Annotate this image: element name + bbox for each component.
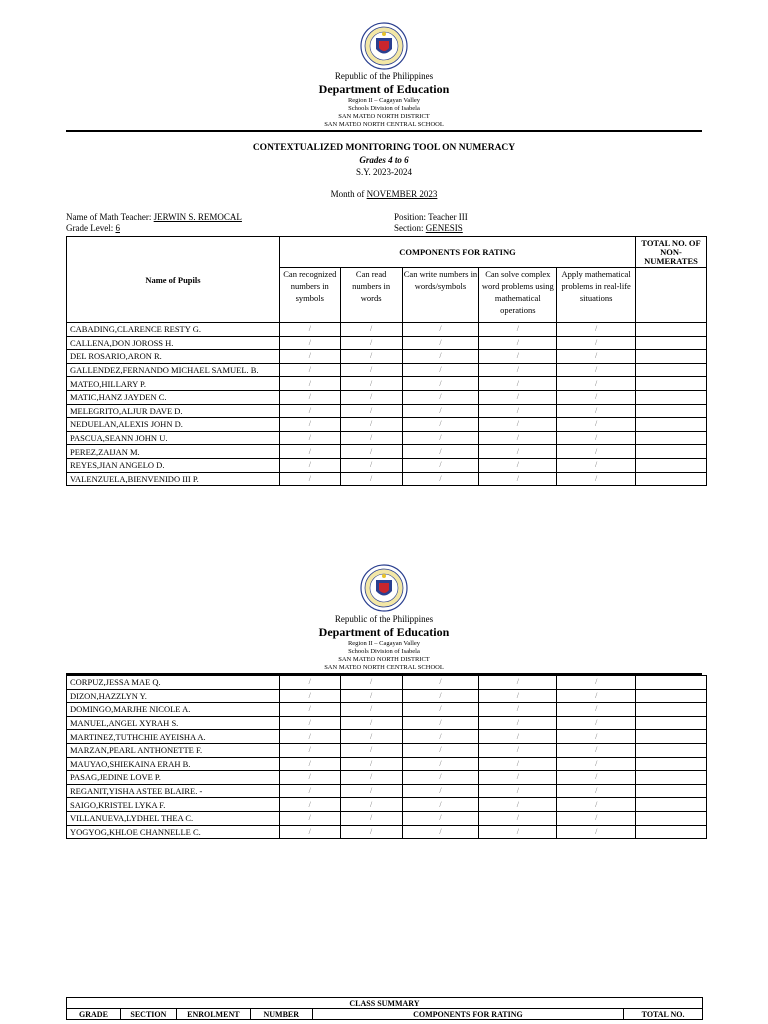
rating-mark-cell: / bbox=[402, 689, 479, 703]
pupil-row bbox=[67, 676, 707, 690]
rating-mark-cell: / bbox=[402, 743, 479, 757]
rating-mark-cell: / bbox=[402, 350, 479, 364]
rating-mark-cell: / bbox=[402, 418, 479, 432]
total-cell bbox=[636, 323, 707, 337]
pupil-name: PASAG,JEDINE LOVE P. bbox=[67, 771, 280, 785]
rating-mark-cell: / bbox=[479, 676, 557, 690]
pupil-name: DOMINGO,MARJHE NICOLE A. bbox=[67, 703, 280, 717]
department-title: Department of Education bbox=[318, 625, 450, 639]
rating-mark-cell: / bbox=[557, 404, 636, 418]
pupil-row bbox=[67, 431, 707, 445]
position-label: Position: bbox=[394, 212, 429, 222]
pupil-name: REYES,JIAN ANGELO D. bbox=[67, 458, 280, 472]
rating-mark-cell: / bbox=[279, 743, 340, 757]
rating-mark-cell: / bbox=[557, 458, 636, 472]
section-label: Section: bbox=[394, 223, 426, 233]
rating-mark-cell: / bbox=[479, 418, 557, 432]
total-cell bbox=[636, 676, 707, 690]
rating-mark-cell: / bbox=[557, 390, 636, 404]
rating-mark-cell: / bbox=[557, 472, 636, 486]
grades-subtitle: Grades 4 to 6 bbox=[359, 155, 409, 165]
tool-title: CONTEXTUALIZED MONITORING TOOL ON NUMERACY bbox=[252, 143, 516, 153]
pupil-name: CORPUZ,JESSA MAE Q. bbox=[67, 676, 280, 690]
rating-mark-cell: / bbox=[340, 825, 402, 839]
rating-mark-cell: / bbox=[402, 784, 479, 798]
components-header: COMPONENTS FOR RATING bbox=[279, 237, 635, 268]
header-divider bbox=[66, 130, 702, 132]
rating-mark-cell: / bbox=[557, 377, 636, 391]
pupil-name: PEREZ,ZAIJAN M. bbox=[67, 445, 280, 459]
summary-components-header: COMPONENTS FOR RATING bbox=[312, 1009, 623, 1020]
rating-mark-cell: / bbox=[402, 676, 479, 690]
month-value: NOVEMBER 2023 bbox=[366, 189, 438, 199]
rating-mark-cell: / bbox=[479, 798, 557, 812]
rating-mark-cell: / bbox=[557, 798, 636, 812]
pupil-name: MAUYAO,SHIEKAINA ERAH B. bbox=[67, 757, 280, 771]
rating-mark-cell: / bbox=[340, 811, 402, 825]
rating-mark-cell: / bbox=[402, 336, 479, 350]
rating-mark-cell: / bbox=[479, 811, 557, 825]
rating-mark-cell: / bbox=[279, 703, 340, 717]
pupil-row bbox=[67, 825, 707, 839]
rating-mark-cell: / bbox=[279, 676, 340, 690]
pupil-row bbox=[67, 703, 707, 717]
summary-number-header: NUMBER bbox=[250, 1009, 312, 1020]
rating-mark-cell: / bbox=[402, 757, 479, 771]
rating-mark-cell: / bbox=[402, 771, 479, 785]
pupil-name: MARZAN,PEARL ANTHONETTE F. bbox=[67, 743, 280, 757]
rating-mark-cell: / bbox=[279, 771, 340, 785]
rating-mark-cell: / bbox=[557, 689, 636, 703]
rating-mark-cell: / bbox=[279, 798, 340, 812]
pupil-row bbox=[67, 323, 707, 337]
republic-text: Republic of the Philippines bbox=[334, 614, 434, 624]
rating-mark-cell: / bbox=[402, 431, 479, 445]
pupil-name: SAIGO,KRISTEL LYKA F. bbox=[67, 798, 280, 812]
rating-mark-cell: / bbox=[557, 743, 636, 757]
rating-mark-cell: / bbox=[402, 798, 479, 812]
component-header-2: Can read numbers in words bbox=[340, 268, 402, 323]
rating-mark-cell: / bbox=[340, 689, 402, 703]
total-cell bbox=[636, 798, 707, 812]
rating-mark-cell: / bbox=[279, 784, 340, 798]
total-cell bbox=[636, 730, 707, 744]
rating-mark-cell: / bbox=[279, 730, 340, 744]
class-summary-title: CLASS SUMMARY bbox=[67, 998, 703, 1009]
component-header-1: Can recognized numbers in symbols bbox=[279, 268, 340, 323]
total-cell bbox=[636, 716, 707, 730]
rating-mark-cell: / bbox=[279, 472, 340, 486]
rating-mark-cell: / bbox=[279, 689, 340, 703]
rating-mark-cell: / bbox=[279, 323, 340, 337]
numeracy-table-page2 bbox=[66, 675, 707, 839]
total-cell bbox=[636, 350, 707, 364]
total-non-numerates-header: TOTAL NO. OF NON-NUMERATES bbox=[636, 237, 707, 268]
summary-total-header: TOTAL NO. bbox=[624, 1009, 703, 1020]
rating-mark-cell: / bbox=[557, 730, 636, 744]
rating-mark-cell: / bbox=[479, 730, 557, 744]
pupil-name: MELEGRITO,ALJUR DAVE D. bbox=[67, 404, 280, 418]
pupil-row bbox=[67, 757, 707, 771]
rating-mark-cell: / bbox=[279, 445, 340, 459]
pupil-row bbox=[67, 390, 707, 404]
rating-mark-cell: / bbox=[557, 336, 636, 350]
deped-seal-icon bbox=[360, 22, 408, 70]
pupil-row bbox=[67, 336, 707, 350]
total-cell bbox=[636, 689, 707, 703]
rating-mark-cell: / bbox=[279, 458, 340, 472]
school-text: SAN MATEO NORTH CENTRAL SCHOOL bbox=[324, 664, 444, 671]
rating-mark-cell: / bbox=[402, 703, 479, 717]
rating-mark-cell: / bbox=[479, 825, 557, 839]
rating-mark-cell: / bbox=[557, 363, 636, 377]
teacher-name: JERWIN S. REMOCAL bbox=[153, 212, 242, 222]
rating-mark-cell: / bbox=[340, 676, 402, 690]
rating-mark-cell: / bbox=[557, 676, 636, 690]
rating-mark-cell: / bbox=[279, 390, 340, 404]
rating-mark-cell: / bbox=[340, 390, 402, 404]
rating-mark-cell: / bbox=[479, 771, 557, 785]
rating-mark-cell: / bbox=[279, 377, 340, 391]
pupil-name: VALENZUELA,BIENVENIDO III P. bbox=[67, 472, 280, 486]
rating-mark-cell: / bbox=[279, 431, 340, 445]
rating-mark-cell: / bbox=[340, 377, 402, 391]
total-cell bbox=[636, 458, 707, 472]
school-text: SAN MATEO NORTH CENTRAL SCHOOL bbox=[324, 121, 444, 128]
pupil-name: CALLENA,DON JOROSS H. bbox=[67, 336, 280, 350]
pupil-row bbox=[67, 472, 707, 486]
rating-mark-cell: / bbox=[279, 350, 340, 364]
district-text: SAN MATEO NORTH DISTRICT bbox=[338, 656, 430, 663]
total-cell bbox=[636, 703, 707, 717]
pupil-name: REGANIT,YISHA ASTEE BLAIRE. - bbox=[67, 784, 280, 798]
pupil-row bbox=[67, 784, 707, 798]
rating-mark-cell: / bbox=[340, 350, 402, 364]
pupil-name: PASCUA,SEANN JOHN U. bbox=[67, 431, 280, 445]
rating-mark-cell: / bbox=[402, 458, 479, 472]
teacher-line bbox=[66, 212, 242, 223]
rating-mark-cell: / bbox=[340, 716, 402, 730]
pupil-row bbox=[67, 743, 707, 757]
position-line bbox=[394, 212, 468, 223]
department-title: Department of Education bbox=[318, 82, 450, 96]
pupil-name: MARTINEZ,TUTHCHIE AYEISHA A. bbox=[67, 730, 280, 744]
rating-mark-cell: / bbox=[279, 757, 340, 771]
rating-mark-cell: / bbox=[279, 418, 340, 432]
pupil-name: MATEO,HILLARY P. bbox=[67, 377, 280, 391]
total-cell bbox=[636, 336, 707, 350]
pupil-name: VILLANUEVA,LYDHEL THEA C. bbox=[67, 811, 280, 825]
total-cell bbox=[636, 771, 707, 785]
rating-mark-cell: / bbox=[479, 363, 557, 377]
pupil-row bbox=[67, 716, 707, 730]
rating-mark-cell: / bbox=[402, 323, 479, 337]
rating-mark-cell: / bbox=[557, 757, 636, 771]
rating-mark-cell: / bbox=[340, 458, 402, 472]
grade-label: Grade Level: bbox=[66, 223, 116, 233]
component-header-4: Can solve complex word problems using mathematical operations bbox=[479, 268, 557, 323]
total-cell bbox=[636, 743, 707, 757]
grade-line bbox=[66, 223, 120, 234]
rating-mark-cell: / bbox=[340, 418, 402, 432]
name-of-pupils-header: Name of Pupils bbox=[67, 237, 280, 323]
rating-mark-cell: / bbox=[279, 336, 340, 350]
total-blank-header bbox=[636, 268, 707, 323]
rating-mark-cell: / bbox=[402, 390, 479, 404]
rating-mark-cell: / bbox=[479, 404, 557, 418]
section-value: GENESIS bbox=[425, 223, 463, 233]
rating-mark-cell: / bbox=[340, 445, 402, 459]
district-text: SAN MATEO NORTH DISTRICT bbox=[338, 113, 430, 120]
summary-grade-header: GRADE bbox=[67, 1009, 121, 1020]
rating-mark-cell: / bbox=[402, 472, 479, 486]
grade-value: 6 bbox=[115, 223, 120, 233]
rating-mark-cell: / bbox=[402, 825, 479, 839]
pupil-row bbox=[67, 811, 707, 825]
pupil-row bbox=[67, 404, 707, 418]
pupil-name: CABADING,CLARENCE RESTY G. bbox=[67, 323, 280, 337]
rating-mark-cell: / bbox=[557, 784, 636, 798]
pupil-row bbox=[67, 798, 707, 812]
rating-mark-cell: / bbox=[402, 363, 479, 377]
rating-mark-cell: / bbox=[557, 323, 636, 337]
total-cell bbox=[636, 784, 707, 798]
rating-mark-cell: / bbox=[557, 431, 636, 445]
rating-mark-cell: / bbox=[279, 716, 340, 730]
republic-text: Republic of the Philippines bbox=[334, 71, 434, 81]
division-text: Schools Division of Isabela bbox=[348, 105, 420, 112]
teacher-label: Name of Math Teacher: bbox=[66, 212, 154, 222]
rating-mark-cell: / bbox=[479, 716, 557, 730]
total-cell bbox=[636, 404, 707, 418]
pupil-name: NEDUELAN,ALEXIS JOHN D. bbox=[67, 418, 280, 432]
total-cell bbox=[636, 472, 707, 486]
rating-mark-cell: / bbox=[340, 336, 402, 350]
rating-mark-cell: / bbox=[340, 771, 402, 785]
rating-mark-cell: / bbox=[479, 390, 557, 404]
position-value: Teacher III bbox=[428, 212, 468, 222]
summary-section-header: SECTION bbox=[120, 1009, 176, 1020]
rating-mark-cell: / bbox=[479, 445, 557, 459]
rating-mark-cell: / bbox=[479, 703, 557, 717]
rating-mark-cell: / bbox=[479, 431, 557, 445]
rating-mark-cell: / bbox=[279, 363, 340, 377]
rating-mark-cell: / bbox=[279, 825, 340, 839]
rating-mark-cell: / bbox=[402, 377, 479, 391]
rating-mark-cell: / bbox=[557, 771, 636, 785]
pupil-row bbox=[67, 458, 707, 472]
school-year: S.Y. 2023-2024 bbox=[355, 167, 413, 177]
rating-mark-cell: / bbox=[557, 445, 636, 459]
total-cell bbox=[636, 363, 707, 377]
rating-mark-cell: / bbox=[402, 404, 479, 418]
rating-mark-cell: / bbox=[340, 784, 402, 798]
pupil-name: GALLENDEZ,FERNANDO MICHAEL SAMUEL. B. bbox=[67, 363, 280, 377]
pupil-name: MANUEL,ANGEL XYRAH S. bbox=[67, 716, 280, 730]
total-cell bbox=[636, 377, 707, 391]
total-cell bbox=[636, 825, 707, 839]
rating-mark-cell: / bbox=[479, 757, 557, 771]
rating-mark-cell: / bbox=[402, 811, 479, 825]
rating-mark-cell: / bbox=[402, 730, 479, 744]
rating-mark-cell: / bbox=[340, 472, 402, 486]
rating-mark-cell: / bbox=[340, 404, 402, 418]
total-cell bbox=[636, 445, 707, 459]
month-label: Month of bbox=[330, 189, 367, 199]
pupil-row bbox=[67, 363, 707, 377]
rating-mark-cell: / bbox=[479, 689, 557, 703]
total-cell bbox=[636, 390, 707, 404]
pupil-name: DIZON,HAZZLYN Y. bbox=[67, 689, 280, 703]
pupil-name: MATIC,HANZ JAYDEN C. bbox=[67, 390, 280, 404]
component-header-5: Apply mathematical problems in real-life situations bbox=[557, 268, 636, 323]
rating-mark-cell: / bbox=[479, 458, 557, 472]
pupil-name: YOGYOG,KHLOE CHANNELLE C. bbox=[67, 825, 280, 839]
month-line bbox=[0, 189, 768, 200]
component-header-3: Can write numbers in words/symbols bbox=[402, 268, 479, 323]
rating-mark-cell: / bbox=[340, 703, 402, 717]
rating-mark-cell: / bbox=[479, 323, 557, 337]
rating-mark-cell: / bbox=[340, 363, 402, 377]
pupil-row bbox=[67, 445, 707, 459]
rating-mark-cell: / bbox=[557, 716, 636, 730]
total-cell bbox=[636, 418, 707, 432]
pupil-row bbox=[67, 730, 707, 744]
pupil-row bbox=[67, 689, 707, 703]
rating-mark-cell: / bbox=[340, 743, 402, 757]
rating-mark-cell: / bbox=[479, 784, 557, 798]
rating-mark-cell: / bbox=[402, 716, 479, 730]
class-summary-table bbox=[66, 997, 703, 1020]
rating-mark-cell: / bbox=[279, 811, 340, 825]
rating-mark-cell: / bbox=[402, 445, 479, 459]
rating-mark-cell: / bbox=[479, 472, 557, 486]
rating-mark-cell: / bbox=[557, 703, 636, 717]
deped-seal-icon bbox=[360, 564, 408, 612]
region-text: Region II – Cagayan Valley bbox=[347, 640, 421, 647]
rating-mark-cell: / bbox=[340, 798, 402, 812]
rating-mark-cell: / bbox=[557, 811, 636, 825]
pupil-row bbox=[67, 418, 707, 432]
rating-mark-cell: / bbox=[340, 757, 402, 771]
total-cell bbox=[636, 811, 707, 825]
total-cell bbox=[636, 431, 707, 445]
region-text: Region II – Cagayan Valley bbox=[347, 97, 421, 104]
division-text: Schools Division of Isabela bbox=[348, 648, 420, 655]
rating-mark-cell: / bbox=[557, 350, 636, 364]
pupil-row bbox=[67, 771, 707, 785]
rating-mark-cell: / bbox=[557, 418, 636, 432]
summary-enrolment-header: ENROLMENT bbox=[176, 1009, 250, 1020]
rating-mark-cell: / bbox=[340, 431, 402, 445]
rating-mark-cell: / bbox=[479, 336, 557, 350]
rating-mark-cell: / bbox=[340, 730, 402, 744]
rating-mark-cell: / bbox=[557, 825, 636, 839]
rating-mark-cell: / bbox=[479, 350, 557, 364]
pupil-name: DEL ROSARIO,ARON R. bbox=[67, 350, 280, 364]
numeracy-table-page1 bbox=[66, 236, 707, 486]
section-line bbox=[394, 223, 463, 234]
total-cell bbox=[636, 757, 707, 771]
rating-mark-cell: / bbox=[279, 404, 340, 418]
rating-mark-cell: / bbox=[340, 323, 402, 337]
rating-mark-cell: / bbox=[479, 377, 557, 391]
rating-mark-cell: / bbox=[479, 743, 557, 757]
pupil-row bbox=[67, 377, 707, 391]
pupil-row bbox=[67, 350, 707, 364]
